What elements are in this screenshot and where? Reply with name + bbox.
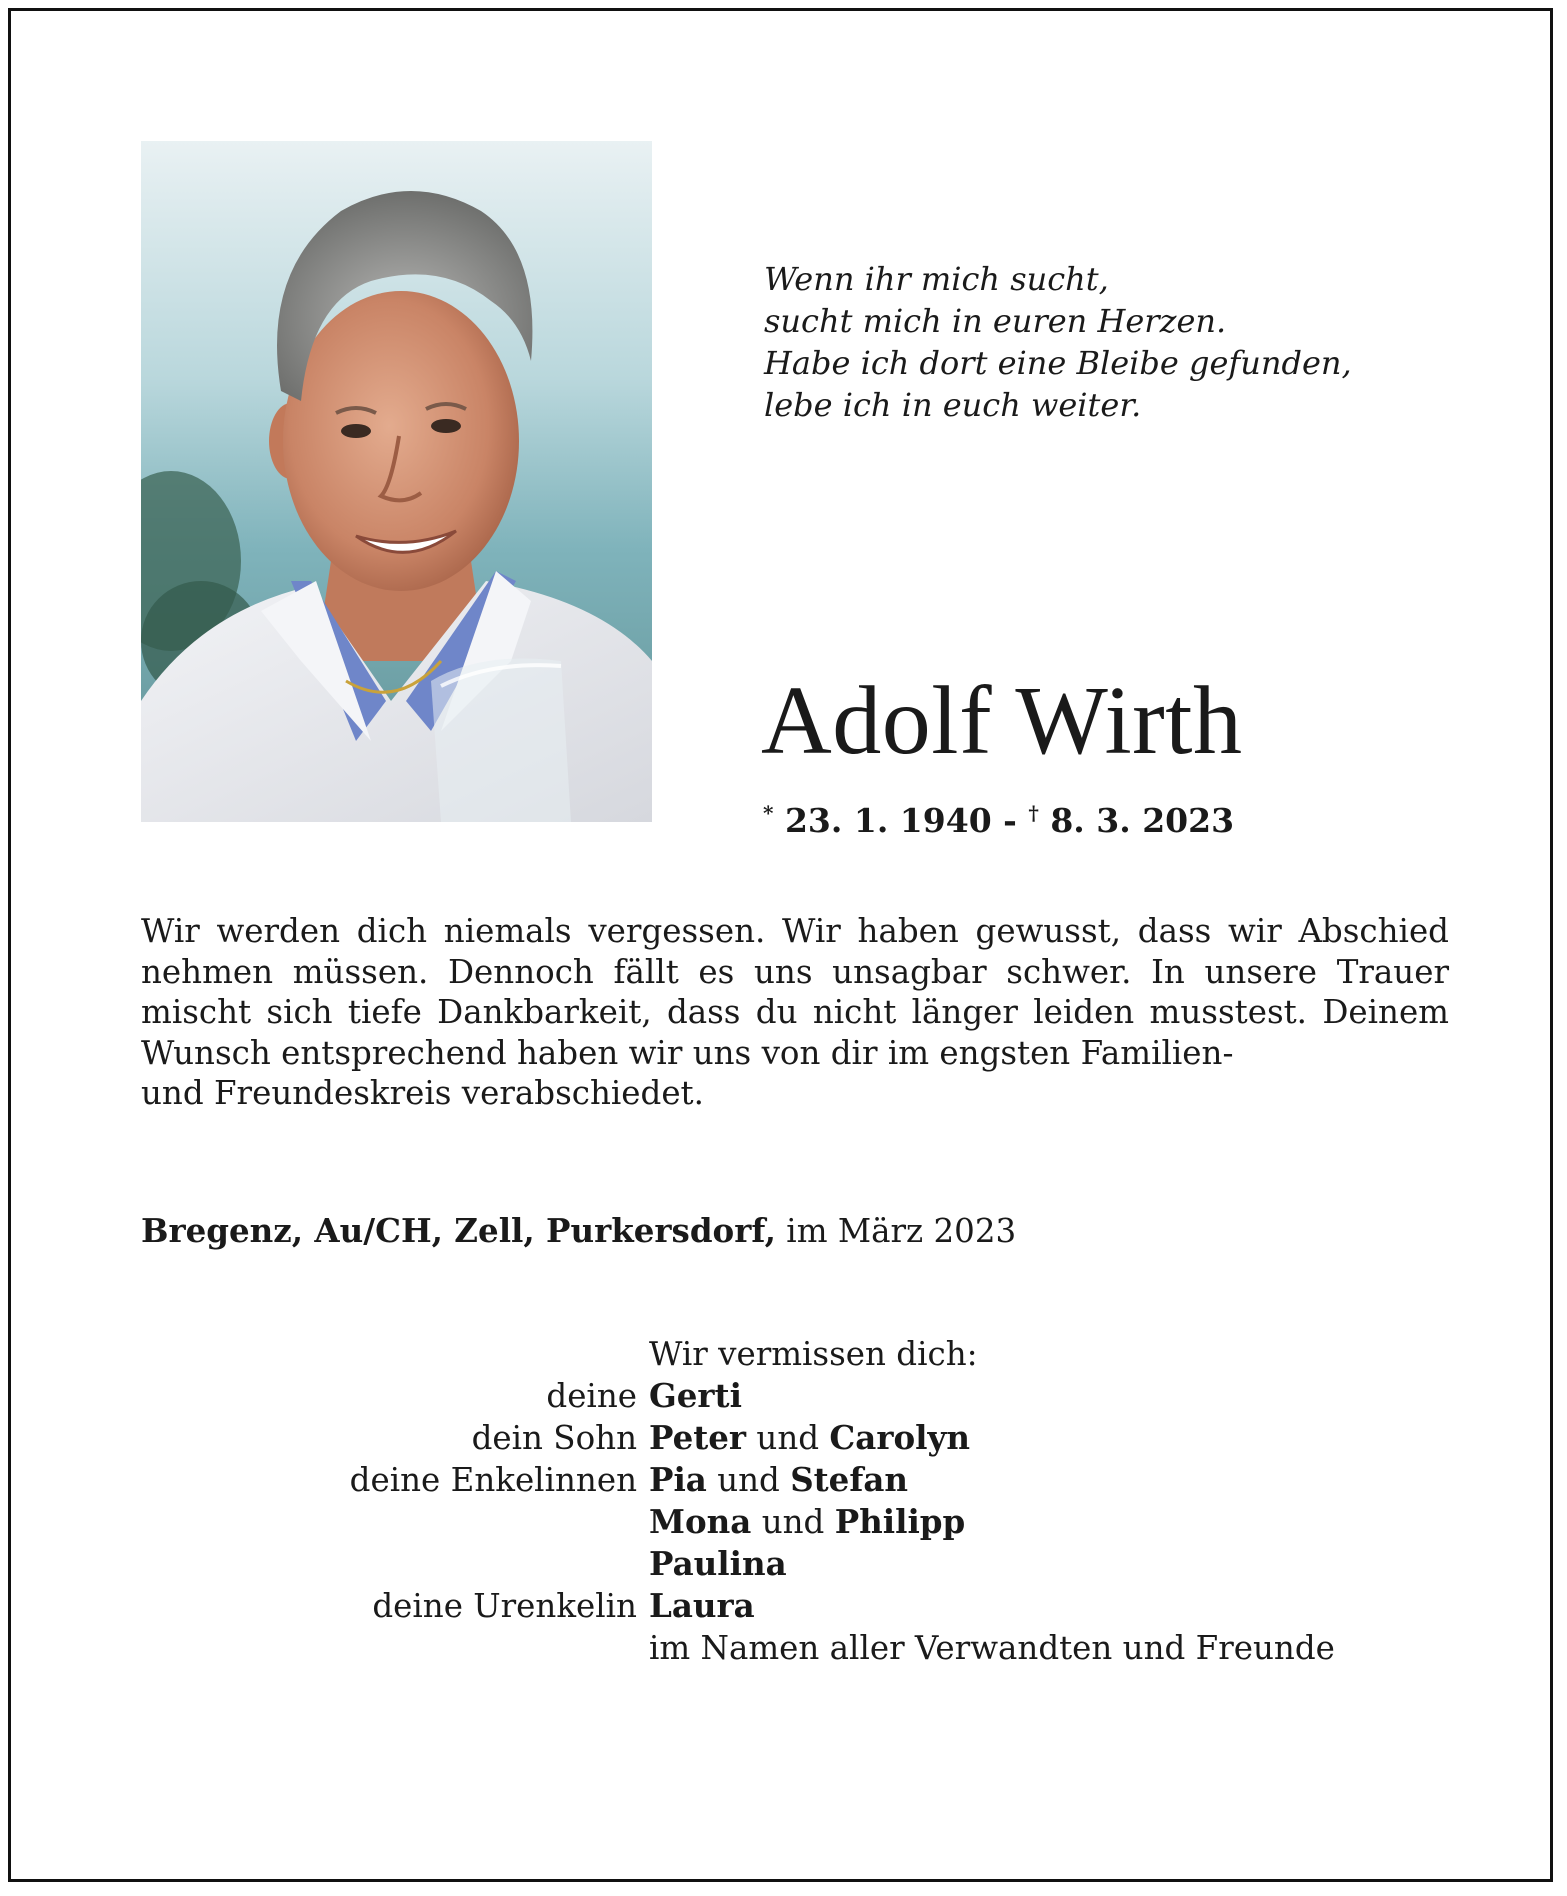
mourner-relation: dein Sohn [471, 1419, 637, 1457]
place-date: im März 2023 [786, 1212, 1017, 1250]
mourners-closing-row [141, 1627, 1441, 1669]
mourner-name: Laura [649, 1586, 755, 1625]
life-dates [763, 791, 1234, 843]
mourners-list [141, 1333, 1441, 1669]
mourner-name: Paulina [649, 1544, 787, 1583]
mourners-intro-row [141, 1333, 1441, 1375]
portrait-photo [141, 141, 652, 822]
mourner-row [141, 1501, 1441, 1543]
poem-line: Habe ich dort eine Bleibe gefunden, [764, 344, 1352, 382]
date-separator: - [1003, 801, 1017, 840]
mourner-name: Carolyn [829, 1418, 971, 1457]
mourner-name: Mona [649, 1502, 752, 1541]
mourner-conj: und [756, 1419, 820, 1457]
mourner-relation [141, 1501, 649, 1543]
mourners-intro: Wir vermissen dich: [649, 1335, 978, 1373]
mourner-name: Gerti [649, 1376, 742, 1415]
mourner-conj: und [717, 1461, 780, 1499]
place-locations: Bregenz, Au/CH, Zell, Purkersdorf, [141, 1211, 776, 1250]
message-line: und Freundeskreis verabschiedet. [141, 1074, 704, 1112]
portrait-image [141, 141, 652, 822]
mourner-row [141, 1585, 1441, 1627]
birth-symbol: * [763, 801, 774, 825]
mourner-row [141, 1459, 1441, 1501]
death-symbol: † [1028, 801, 1039, 825]
birth-date: 23. 1. 1940 [784, 801, 992, 840]
death-date: 8. 3. 2023 [1050, 801, 1235, 840]
poem-line: lebe ich in euch weiter. [764, 386, 1142, 424]
message-line: Wir werden dich niemals vergessen. Wir haben gewusst, dass wir Abschied [141, 912, 1449, 950]
mourner-row [141, 1417, 1441, 1459]
obituary-card [8, 8, 1553, 1882]
poem-line: Wenn ihr mich sucht, [764, 260, 1109, 298]
poem [764, 258, 1352, 426]
mourner-relation: deine Urenkelin [372, 1587, 637, 1625]
mourner-name: Peter [649, 1418, 747, 1457]
mourners-closing: im Namen aller Verwandten und Freunde [649, 1629, 1335, 1667]
mourner-name: Philipp [834, 1502, 966, 1541]
mourner-relation: deine [546, 1377, 637, 1415]
mourner-relation [141, 1543, 649, 1585]
mourner-name: Pia [649, 1460, 707, 1499]
message-line: nehmen müssen. Dennoch fällt es uns unsagbar schwer. In unsere Trauer [141, 952, 1449, 991]
mourner-relation: deine Enkelinnen [349, 1461, 637, 1499]
farewell-message [141, 911, 1449, 1114]
message-line: mischt sich tiefe Dankbarkeit, dass du nicht länger leiden musstest. [141, 993, 1308, 1031]
mourner-row [141, 1375, 1441, 1417]
mourner-conj: und [761, 1503, 825, 1541]
mourner-name: Stefan [790, 1460, 909, 1499]
message-line: Deinem Wunsch entsprechend haben wir uns von dir im engsten Familien- [141, 993, 1449, 1072]
deceased-name: Adolf Wirth [761, 667, 1243, 775]
mourner-row [141, 1543, 1441, 1585]
place-and-date [141, 1209, 1016, 1253]
poem-line: sucht mich in euren Herzen. [764, 302, 1227, 340]
